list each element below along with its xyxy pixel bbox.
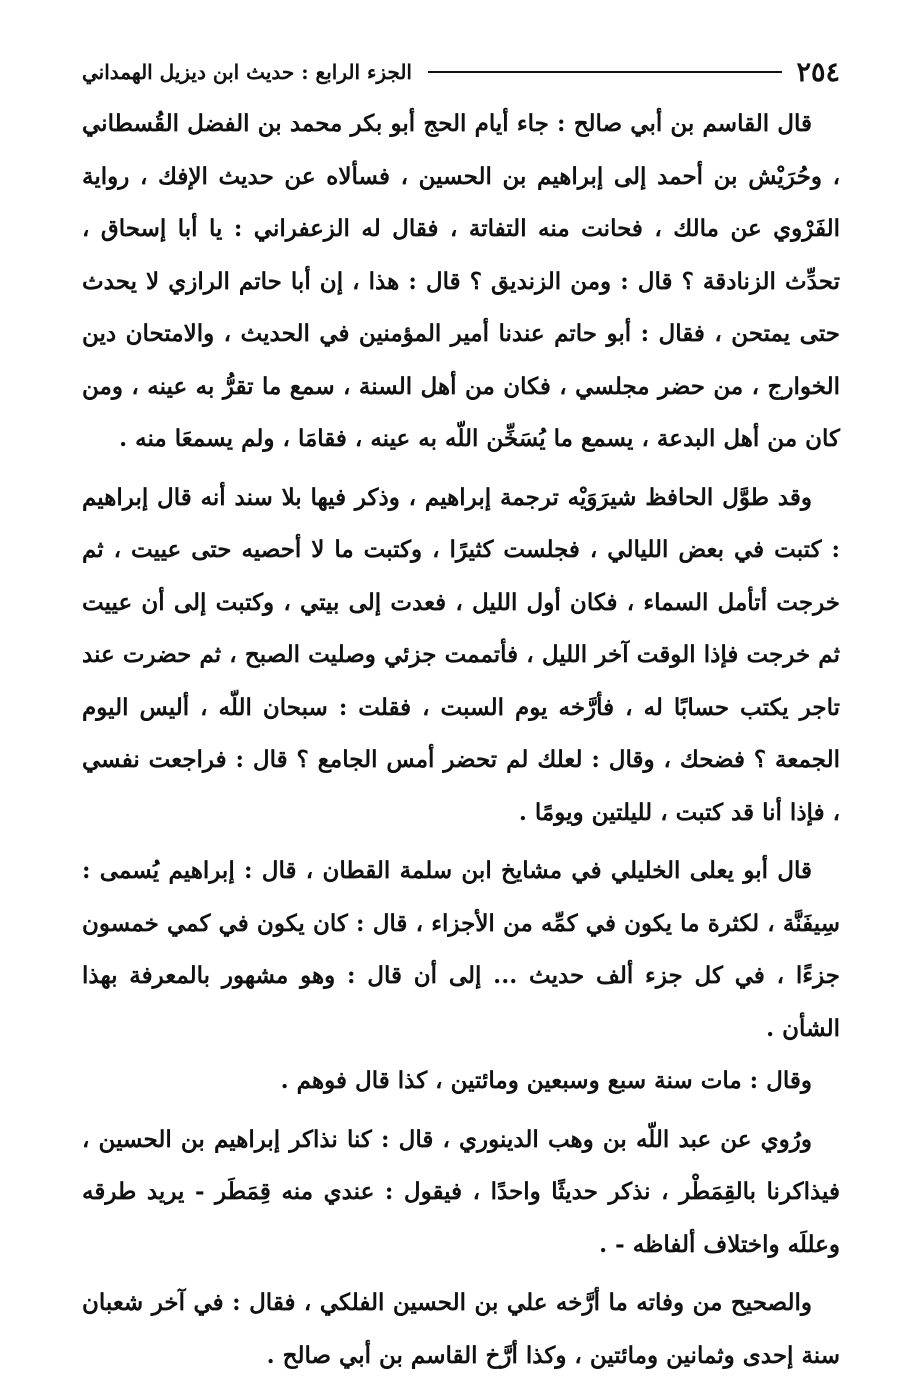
header-rule	[428, 71, 783, 73]
page-header	[82, 52, 840, 92]
paragraph: وقد طوَّل الحافظ شيرَوَيْه ترجمة إبراهيم ، وذكر فيها بلا سند أنه قال إبراهيم : كتبت في بعض الليالي ، فجلست كثيرًا ، وكتبت ما لا أحصيه حتى عييت ، ثم خرجت أتأمل السماء ، فكان أول الليل ، فعدت إلى بيتي ، وكتبت إلى أن عييت ثم خرجت فإذا الوقت آخر الليل ، فأتممت جزئي وصليت الصبح ، ثم حضرت عند تاجر يكتب حسابًا له ، فأرَّخه يوم السبت ، فقلت : سبحان اللّه ، أليس اليوم الجمعة ؟ فضحك ، وقال : لعلك لم تحضر أمس الجامع ؟ قال : فراجعت نفسي ، فإذا أنا قد كتبت ، لليلتين ويومًا .	[82, 483, 840, 826]
paragraph: قال القاسم بن أبي صالح : جاء أيام الحج أبو بكر محمد بن الفضل القُسطاني ، وحُرَيْش بن أحمد إلى إبراهيم بن الحسين ، فسألاه عن حديث الإفك ، رواية الفَرْوي عن مالك ، فحانت منه التفاتة ، فقال له الزعفراني : يا أبا إسحاق ، تحدِّث الزنادقة ؟ قال : ومن الزنديق ؟ قال : هذا ، إن أبا حاتم الرازي لا يحدث حتى يمتحن ، فقال : أبو حاتم عندنا أمير المؤمنين في الحديث ، والامتحان دين الخوارج ، من حضر مجلسي ، فكان من أهل السنة ، سمع ما تقرُّ به عينه ، ومن كان من أهل البدعة ، يسمع ما يُسَخِّن اللّه به عينه ، فقامَا ، ولم يسمعَا منه .	[82, 110, 840, 452]
paragraph: ورُوي عن عبد اللّه بن وهب الدينوري ، قال : كنا نذاكر إبراهيم بن الحسين ، فيذاكرنا بالقِمَطْر ، نذكر حديثًا واحدًا ، فيقول : عندي منه قِمَطَر - يريد طرقه وعللَه واختلاف ألفاظه - .	[82, 1125, 840, 1258]
page-number: ٢٥٤	[796, 56, 840, 88]
running-title: الجزء الرابع : حديث ابن ديزيل الهمداني	[82, 60, 412, 84]
page-body	[82, 98, 840, 1382]
paragraph: والصحيح من وفاته ما أرَّخه علي بن الحسين الفلكي ، فقال : في آخر شعبان سنة إحدى وثمانين ومائتين ، وكذا أرَّخ القاسم بن أبي صالح .	[82, 1289, 840, 1369]
paragraph: وقال : مات سنة سبع وسبعين ومائتين ، كذا قال فوهم .	[280, 1067, 812, 1094]
paragraph: قال أبو يعلى الخليلي في مشايخ ابن سلمة القطان ، قال : إبراهيم يُسمى : سِيفَنَّة ، لكثرة ما يكون في كمِّه من الأجزاء ، قال : كان يكون في كمي خمسون جزءًا ، في كل جزء ألف حديث ... إلى أن قال : وهو مشهور بالمعرفة بهذا الشأن .	[82, 857, 840, 1042]
